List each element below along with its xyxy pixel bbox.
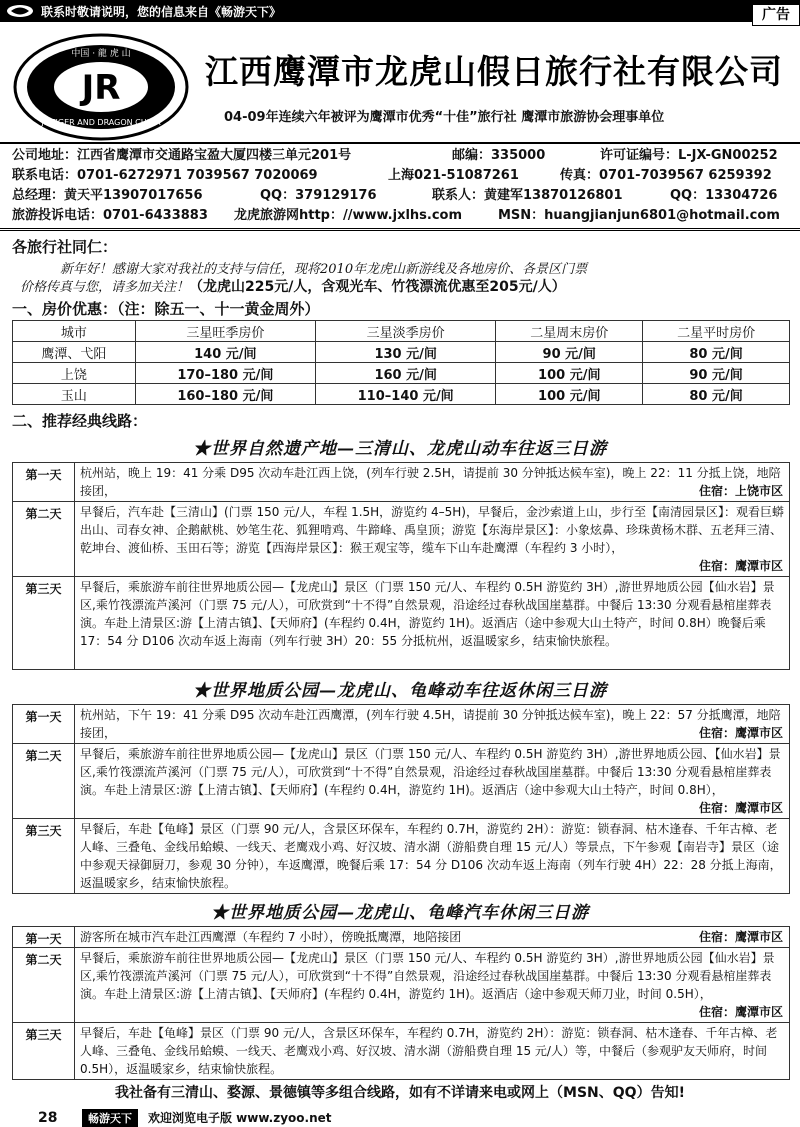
day-label: 第三天	[13, 819, 75, 893]
route-itinerary	[12, 926, 790, 1080]
day-label: 第三天	[13, 1023, 75, 1079]
company-header	[0, 26, 800, 144]
day-label: 第一天	[13, 705, 75, 743]
price-cell: 160–180 元/间	[135, 384, 315, 405]
route-title: ★世界地质公园—龙虎山、龟峰动车往返休闲三日游	[193, 681, 607, 701]
day-label: 第三天	[13, 577, 75, 669]
col-header: 二星平时房价	[643, 321, 790, 342]
day-content: 游客所在城市汽车赴江西鹰潭（车程约 7 小时），傍晚抵鹰潭，地陪接团 住宿：鹰潭市区	[80, 930, 783, 944]
complaint-phone: 旅游投诉电话：0701-6433883	[12, 208, 208, 223]
itinerary-day	[13, 819, 789, 893]
bottom-bar	[0, 1108, 800, 1127]
svg-text:中国 · 龍 虎 山: 中国 · 龍 虎 山	[71, 49, 131, 59]
phone: 联系电话：0701-6272971 7039567 7020069	[12, 168, 318, 183]
top-bar	[0, 0, 800, 22]
price-header-row	[13, 321, 790, 342]
price-row	[13, 342, 790, 363]
company-emblem-icon	[12, 32, 190, 142]
website-link[interactable]: 龙虎旅游网http：//www.jxlhs.com	[234, 208, 463, 223]
routes-section-title: 二、推荐经典线路：	[12, 412, 148, 430]
letter-line-2: 价格传真与您，请多加关注！（龙虎山225元/人，含观光车、竹筏漂流优惠至205元/人）	[20, 279, 566, 295]
itinerary-day	[13, 744, 789, 819]
letter-line-1: 新年好！感谢大家对我社的支持与信任，现将2010年龙虎山新游线及各地房价、各景区门票	[60, 262, 588, 277]
contact-block	[12, 146, 792, 226]
itinerary-day	[13, 927, 789, 948]
itinerary-day	[13, 948, 789, 1023]
city-cell: 上饶	[13, 363, 136, 384]
svg-text:JMTIGER AND DRAGON CHINA: JMTIGER AND DRAGON CHINA	[41, 118, 161, 127]
day-content: 早餐后，乘旅游车前往世界地质公园—【龙虎山】景区（门票 150 元/人、车程约 0.5H 游览约 3H）,游世界地质公园【仙水岩】景区,乘竹筏漂流芦溪河（门票 75 元/人），可欣赏到“十不得”自然景观，沿途经过春秋战国崖墓群。中餐后 13:30 分观看悬棺崖葬表演。车赴上清景区:游【上清古镇】、【天师府】(车程约 0.4H，游览约 1H)。返酒店（途中参观天师刀业，时间 0.5H）， 住宿：鹰潭市区	[80, 951, 783, 1019]
route-title: ★世界地质公园—龙虎山、龟峰汽车休闲三日游	[211, 903, 589, 923]
source-notice: 联系时敬请说明，您的信息来自《畅游天下》	[41, 4, 282, 19]
price-cell: 100 元/间	[496, 384, 643, 405]
day-label: 第二天	[13, 744, 75, 818]
price-row	[13, 363, 790, 384]
ad-badge: 广告	[752, 4, 800, 26]
greeting: 各旅行社同仁：	[12, 238, 118, 256]
price-table	[12, 320, 790, 405]
shanghai-phone: 上海021-51087261	[388, 168, 519, 183]
magazine-badge: 畅游天下	[82, 1109, 138, 1127]
stay-info: 住宿：鹰潭市区	[695, 799, 783, 817]
divider	[0, 228, 800, 231]
day-content: 早餐后，车赴【龟峰】景区（门票 90 元/人，含景区环保车，车程约 0.7H，游览约 2H）：游览：锁春洞、枯木逢春、千年古樟、老人峰、三叠龟、金线吊蛤蟆、一线天、老鹰戏小鸡、好汉坡、清水湖（游船费自理 15 元/人）等景点，下午参观【南岩寺】景区（途中参观天禄御厨刀，参观 30 分钟），车返鹰潭，晚餐后乘 17：54 分 D106 次动车返上海南（列车行驶 4H）22：28 分抵上海南，返温暖家乡，结束愉快旅程。	[80, 822, 782, 890]
price-cell: 140 元/间	[135, 342, 315, 363]
day-content: 早餐后，车赴【龟峰】景区（门票 90 元/人，含景区环保车，车程约 0.7H，游览约 2H）：游览：锁春洞、枯木逢春、千年古樟、老人峰、三叠龟、金线吊蛤蟆、一线天、老鹰戏小鸡、好汉坡、清水湖（游船费自理 15 元/人）等，中餐后（参观驴友天师府，时间 0.5H），返温暖家乡，结束愉快旅程。	[80, 1026, 778, 1076]
day-label: 第二天	[13, 502, 75, 576]
price-cell: 160 元/间	[316, 363, 496, 384]
city-cell: 玉山	[13, 384, 136, 405]
company-honor: 04-09年连续六年被评为鹰潭市优秀“十佳”旅行社 鹰潭市旅游协会理事单位	[224, 110, 665, 125]
itinerary-day	[13, 705, 789, 744]
stay-info: 住宿：鹰潭市区	[695, 1003, 783, 1021]
magazine-logo-icon	[3, 2, 37, 20]
day-content: 早餐后，汽车赴【三清山】(门票 150 元/人，车程 1.5H，游览约 4–5H)，早餐后，金沙索道上山，步行至【南清园景区】：观看巨蟒出山、司春女神、企鹅献桃、妙笔生花、狐狸啃鸡、牛蹄峰、禹皇顶；游览【东海岸景区】：小象炫鼻、珍珠黄杨木群、五老拜三清、乾坤台、渡仙桥、玉田石等；游览【西海岸景区】：猴王观宝等，缆车下山车赴鹰潭（车程约 3 小时）， 住宿：鹰潭市区	[80, 505, 784, 573]
city-cell: 鹰潭、弋阳	[13, 342, 136, 363]
price-cell: 100 元/间	[496, 363, 643, 384]
col-header: 三星旺季房价	[135, 321, 315, 342]
address: 公司地址：江西省鹰潭市交通路宝盈大厦四楼三单元201号	[12, 148, 352, 163]
price-cell: 90 元/间	[643, 363, 790, 384]
browse-link[interactable]: 欢迎浏览电子版 www.zyoo.net	[148, 1111, 332, 1125]
license-number: 许可证编号：L-JX-GN00252	[600, 148, 778, 163]
company-name: 江西鹰潭市龙虎山假日旅行社有限公司	[205, 52, 783, 91]
day-content: 早餐后，乘旅游车前往世界地质公园—【龙虎山】景区（门票 150 元/人、车程约 0.5H 游览约 3H）,游世界地质公园、【仙水岩】景区,乘竹筏漂流芦溪河（门票 75 元/人），可欣赏到“十不得”自然景观，沿途经过春秋战国崖墓群。中餐后 13:30 分观看悬棺崖葬表演。车赴上清景区:游【上清古镇】、【天师府】(车程约 0.4H，游览约 1H)。返酒店（途中参观大山土特产，时间 0.8H）， 住宿：鹰潭市区	[80, 747, 783, 815]
price-cell: 80 元/间	[643, 384, 790, 405]
footer-note: 我社备有三清山、婺源、景德镇等多组合线路，如有不详请来电或网上（MSN、QQ）告知!	[115, 1085, 685, 1101]
col-header: 城市	[13, 321, 136, 342]
price-section-title: 一、房价优惠：（注：除五一、十一黄金周外）	[12, 300, 320, 318]
price-row	[13, 384, 790, 405]
route-title: ★世界自然遗产地—三清山、龙虎山动车往返三日游	[193, 439, 607, 459]
price-cell: 170–180 元/间	[135, 363, 315, 384]
col-header: 三星淡季房价	[316, 321, 496, 342]
stay-info: 住宿：鹰潭市区	[695, 928, 783, 946]
qq-manager: QQ：379129176	[260, 188, 377, 203]
itinerary-day	[13, 463, 789, 502]
svg-text:JR: JR	[81, 68, 121, 108]
itinerary-day	[13, 502, 789, 577]
stay-info: 住宿：鹰潭市区	[695, 724, 783, 742]
day-content: 早餐后，乘旅游车前往世界地质公园—【龙虎山】景区（门票 150 元/人、车程约 0.5H 游览约 3H）,游世界地质公园【仙水岩】景区,乘竹筏漂流芦溪河（门票 75 元/人），可欣赏到“十不得”自然景观，沿途经过春秋战国崖墓群。中餐后 13:30 分观看悬棺崖葬表演。车赴上清景区:游【上清古镇】、【天师府】(车程约 0.4H，游览约 1H)。返酒店（途中参观大山土特产，时间 0.8H）晚餐后乘 17：54 分 D106 次动车返上海南（列车行驶 3H）20：55 分抵杭州，返温暖家乡，结束愉快旅程。	[80, 580, 775, 648]
day-content: 杭州站，下午 19：41 分乘 D95 次动车赴江西鹰潭，(列车行驶 4.5H，请提前 30 分钟抵达候车室)，晚上 22：57 分抵鹰潭，地陪接团， 住宿：鹰潭市区	[80, 708, 783, 740]
itinerary-day	[13, 1023, 789, 1079]
price-cell: 90 元/间	[496, 342, 643, 363]
itinerary-day	[13, 577, 789, 669]
price-cell: 80 元/间	[643, 342, 790, 363]
day-content: 杭州站，晚上 19：41 分乘 D95 次动车赴江西上饶，(列车行驶 2.5H，请提前 30 分钟抵达候车室)，晚上 22：11 分抵上饶，地陪接团， 住宿：上饶市区	[80, 466, 783, 498]
route-itinerary	[12, 462, 790, 670]
manager: 总经理：黄天平13907017656	[12, 188, 203, 203]
stay-info: 住宿：上饶市区	[695, 482, 783, 500]
day-label: 第二天	[13, 948, 75, 1022]
qq-contact: QQ：13304726	[670, 188, 778, 203]
col-header: 二星周末房价	[496, 321, 643, 342]
page-number: 28	[38, 1109, 58, 1126]
day-label: 第一天	[13, 927, 75, 947]
route-itinerary	[12, 704, 790, 894]
price-cell: 110–140 元/间	[316, 384, 496, 405]
contact-person: 联系人：黄建军13870126801	[432, 188, 623, 203]
day-label: 第一天	[13, 463, 75, 501]
postcode: 邮编：335000	[452, 148, 546, 163]
stay-info: 住宿：鹰潭市区	[695, 557, 783, 575]
price-cell: 130 元/间	[316, 342, 496, 363]
fax: 传真：0701-7039567 6259392	[560, 168, 772, 183]
msn-contact[interactable]: MSN：huangjianjun6801@hotmail.com	[498, 208, 780, 223]
